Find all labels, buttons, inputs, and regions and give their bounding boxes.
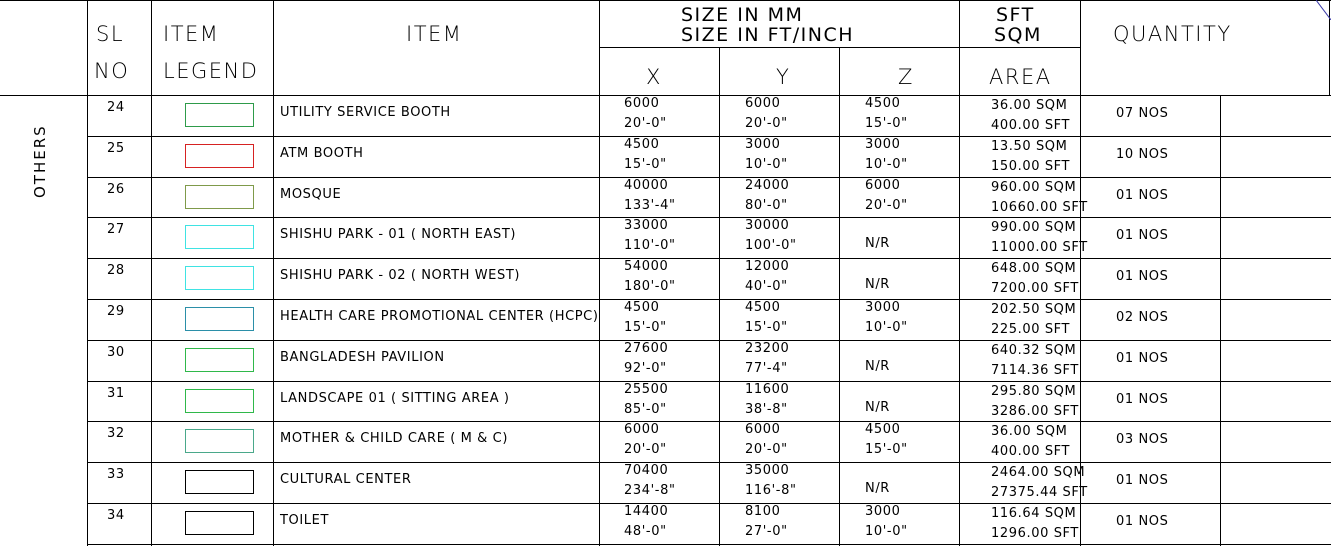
col-divider-size bbox=[599, 0, 600, 546]
row-quantity: 01 NOS bbox=[1116, 228, 1169, 243]
row-x-ft: 20'-0" bbox=[624, 116, 667, 131]
header-size-ft: SIZE IN FT/INCH bbox=[681, 24, 855, 46]
row-y-mm: 35000 bbox=[745, 463, 790, 478]
row-quantity: 01 NOS bbox=[1116, 188, 1169, 203]
row-sl: 27 bbox=[107, 222, 125, 237]
row-area-sqm: 2464.00 SQM bbox=[991, 465, 1086, 480]
header-bottom-border bbox=[0, 95, 1081, 96]
row-sl: 32 bbox=[107, 426, 125, 441]
row-z-mm: 3000 bbox=[865, 504, 901, 519]
row-quantity: 03 NOS bbox=[1116, 432, 1169, 447]
row-area-sqm: 13.50 SQM bbox=[991, 139, 1068, 154]
row-area-sft: 1296.00 SFT bbox=[991, 526, 1079, 541]
row-x-ft: 48'-0" bbox=[624, 524, 667, 539]
row-area-sft: 400.00 SFT bbox=[991, 444, 1071, 459]
row-x-ft: 15'-0" bbox=[624, 157, 667, 172]
row-x-mm: 54000 bbox=[624, 259, 669, 274]
row-z-value: N/R bbox=[865, 236, 890, 251]
row-quantity: 07 NOS bbox=[1116, 106, 1169, 121]
legend-swatch bbox=[185, 103, 254, 127]
row-y-ft: 77'-4" bbox=[745, 361, 788, 376]
row-z-mm: 3000 bbox=[865, 300, 901, 315]
row-z-ft: 15'-0" bbox=[865, 442, 908, 457]
row-item-name: SHISHU PARK - 01 ( NORTH EAST) bbox=[280, 227, 517, 242]
col-divider-legend bbox=[151, 0, 152, 546]
legend-swatch bbox=[185, 470, 254, 494]
row-x-mm: 27600 bbox=[624, 341, 669, 356]
row-z-value: N/R bbox=[865, 400, 890, 415]
row-area-sqm: 202.50 SQM bbox=[991, 302, 1077, 317]
row-x-ft: 180'-0" bbox=[624, 279, 676, 294]
row-area-sft: 3286.00 SFT bbox=[991, 404, 1079, 419]
row-z-mm: 6000 bbox=[865, 178, 901, 193]
row-area-sft: 7114.36 SFT bbox=[991, 363, 1079, 378]
row-divider bbox=[87, 258, 1331, 259]
col-divider-area bbox=[959, 0, 960, 546]
row-area-sqm: 295.80 SQM bbox=[991, 384, 1077, 399]
row-x-ft: 20'-0" bbox=[624, 442, 667, 457]
header-area: AREA bbox=[989, 65, 1052, 89]
row-z-ft: 10'-0" bbox=[865, 524, 908, 539]
row-z-value: N/R bbox=[865, 481, 890, 496]
legend-swatch bbox=[185, 307, 254, 331]
header-sl: SL bbox=[96, 22, 125, 46]
row-area-sft: 27375.44 SFT bbox=[991, 485, 1088, 500]
row-y-mm: 30000 bbox=[745, 218, 790, 233]
row-y-ft: 20'-0" bbox=[745, 116, 788, 131]
row-z-ft: 10'-0" bbox=[865, 157, 908, 172]
row-divider bbox=[87, 340, 1331, 341]
row-area-sft: 225.00 SFT bbox=[991, 322, 1071, 337]
row-item-name: SHISHU PARK - 02 ( NORTH WEST) bbox=[280, 268, 521, 283]
row-area-sqm: 36.00 SQM bbox=[991, 98, 1068, 113]
row-x-ft: 133'-4" bbox=[624, 198, 676, 213]
row-x-mm: 6000 bbox=[624, 96, 660, 111]
row-item-name: MOSQUE bbox=[280, 187, 342, 202]
row-y-ft: 38'-8" bbox=[745, 402, 788, 417]
row-item-name: MOTHER & CHILD CARE ( M & C) bbox=[280, 431, 509, 446]
row-divider bbox=[87, 421, 1331, 422]
header-quantity: QUANTITY bbox=[1113, 22, 1232, 46]
row-sl: 34 bbox=[107, 508, 125, 523]
row-z-value: N/R bbox=[865, 277, 890, 292]
row-divider bbox=[87, 381, 1331, 382]
row-sl: 30 bbox=[107, 345, 125, 360]
row-sl: 29 bbox=[107, 304, 125, 319]
row-z-ft: 20'-0" bbox=[865, 198, 908, 213]
row-z-ft: 15'-0" bbox=[865, 116, 908, 131]
row-divider bbox=[87, 462, 1331, 463]
row-item-name: CULTURAL CENTER bbox=[280, 472, 412, 487]
row-divider bbox=[87, 136, 1331, 137]
row-x-ft: 110'-0" bbox=[624, 238, 676, 253]
row-x-mm: 25500 bbox=[624, 382, 669, 397]
row-item-name: LANDSCAPE 01 ( SITTING AREA ) bbox=[280, 391, 510, 406]
row-divider bbox=[87, 503, 1331, 504]
row-item-name: HEALTH CARE PROMOTIONAL CENTER (HCPC) bbox=[280, 309, 599, 324]
row-area-sft: 11000.00 SFT bbox=[991, 240, 1088, 255]
row-item-name: BANGLADESH PAVILION bbox=[280, 350, 445, 365]
row-x-mm: 33000 bbox=[624, 218, 669, 233]
row-y-mm: 11600 bbox=[745, 382, 790, 397]
legend-swatch bbox=[185, 511, 254, 535]
legend-swatch bbox=[185, 144, 254, 168]
table-top-border bbox=[0, 0, 1331, 1]
row-y-mm: 12000 bbox=[745, 259, 790, 274]
header-legend: LEGEND bbox=[163, 59, 259, 83]
group-label-others: OTHERS bbox=[31, 124, 49, 198]
legend-swatch bbox=[185, 185, 254, 209]
legend-swatch bbox=[185, 348, 254, 372]
row-x-mm: 14400 bbox=[624, 504, 669, 519]
row-x-mm: 4500 bbox=[624, 300, 660, 315]
row-x-mm: 40000 bbox=[624, 178, 669, 193]
row-z-mm: 4500 bbox=[865, 96, 901, 111]
row-y-mm: 4500 bbox=[745, 300, 781, 315]
row-sl: 25 bbox=[107, 141, 125, 156]
header-z: Z bbox=[898, 65, 914, 89]
row-y-mm: 24000 bbox=[745, 178, 790, 193]
quantity-header-bottom bbox=[1081, 95, 1331, 96]
row-area-sqm: 116.64 SQM bbox=[991, 506, 1077, 521]
row-sl: 24 bbox=[107, 100, 125, 115]
row-y-mm: 23200 bbox=[745, 341, 790, 356]
row-quantity: 01 NOS bbox=[1116, 514, 1169, 529]
col-divider-z bbox=[839, 47, 840, 546]
legend-swatch bbox=[185, 429, 254, 453]
row-sl: 31 bbox=[107, 386, 125, 401]
col-divider-item bbox=[273, 0, 274, 546]
row-item-name: TOILET bbox=[280, 513, 330, 528]
row-area-sft: 400.00 SFT bbox=[991, 118, 1071, 133]
row-item-name: ATM BOOTH bbox=[280, 146, 364, 161]
row-quantity: 01 NOS bbox=[1116, 351, 1169, 366]
row-quantity: 01 NOS bbox=[1116, 473, 1169, 488]
row-area-sqm: 36.00 SQM bbox=[991, 424, 1068, 439]
row-y-ft: 20'-0" bbox=[745, 442, 788, 457]
row-x-ft: 85'-0" bbox=[624, 402, 667, 417]
row-area-sft: 7200.00 SFT bbox=[991, 281, 1079, 296]
row-z-mm: 4500 bbox=[865, 422, 901, 437]
row-divider bbox=[87, 217, 1331, 218]
row-y-mm: 8100 bbox=[745, 504, 781, 519]
size-header-divider bbox=[600, 47, 1081, 48]
row-y-ft: 10'-0" bbox=[745, 157, 788, 172]
row-area-sqm: 648.00 SQM bbox=[991, 261, 1077, 276]
row-divider bbox=[87, 177, 1331, 178]
row-area-sft: 10660.00 SFT bbox=[991, 200, 1088, 215]
header-item-a: ITEM bbox=[163, 22, 220, 46]
header-x: X bbox=[646, 65, 662, 89]
row-x-ft: 92'-0" bbox=[624, 361, 667, 376]
row-sl: 33 bbox=[107, 467, 125, 482]
row-z-mm: 3000 bbox=[865, 137, 901, 152]
row-z-ft: 10'-0" bbox=[865, 320, 908, 335]
row-x-mm: 70400 bbox=[624, 463, 669, 478]
row-y-mm: 6000 bbox=[745, 96, 781, 111]
row-z-value: N/R bbox=[865, 359, 890, 374]
header-item: ITEM bbox=[406, 22, 463, 46]
col-divider-sl bbox=[87, 0, 88, 546]
row-area-sft: 150.00 SFT bbox=[991, 159, 1071, 174]
header-sqm: SQM bbox=[994, 24, 1042, 46]
header-sft: SFT bbox=[996, 4, 1035, 26]
row-divider bbox=[87, 544, 1331, 545]
row-quantity: 02 NOS bbox=[1116, 310, 1169, 325]
row-y-ft: 116'-8" bbox=[745, 483, 797, 498]
row-x-mm: 4500 bbox=[624, 137, 660, 152]
corner-mark bbox=[1316, 0, 1331, 20]
row-y-ft: 15'-0" bbox=[745, 320, 788, 335]
row-y-ft: 100'-0" bbox=[745, 238, 797, 253]
row-y-mm: 6000 bbox=[745, 422, 781, 437]
row-item-name: UTILITY SERVICE BOOTH bbox=[280, 105, 451, 120]
legend-swatch bbox=[185, 389, 254, 413]
row-quantity: 01 NOS bbox=[1116, 392, 1169, 407]
row-sl: 28 bbox=[107, 263, 125, 278]
col-divider-y bbox=[719, 47, 720, 546]
row-x-mm: 6000 bbox=[624, 422, 660, 437]
row-y-ft: 80'-0" bbox=[745, 198, 788, 213]
row-x-ft: 15'-0" bbox=[624, 320, 667, 335]
row-y-ft: 40'-0" bbox=[745, 279, 788, 294]
header-y: Y bbox=[776, 65, 791, 89]
row-area-sqm: 960.00 SQM bbox=[991, 180, 1077, 195]
legend-swatch bbox=[185, 225, 254, 249]
col-divider-extra bbox=[1220, 95, 1221, 546]
row-quantity: 01 NOS bbox=[1116, 269, 1169, 284]
row-y-mm: 3000 bbox=[745, 137, 781, 152]
row-y-ft: 27'-0" bbox=[745, 524, 788, 539]
row-x-ft: 234'-8" bbox=[624, 483, 676, 498]
row-sl: 26 bbox=[107, 182, 125, 197]
row-area-sqm: 990.00 SQM bbox=[991, 220, 1077, 235]
row-quantity: 10 NOS bbox=[1116, 147, 1169, 162]
header-size-mm: SIZE IN MM bbox=[681, 4, 804, 26]
row-divider bbox=[87, 299, 1331, 300]
legend-swatch bbox=[185, 266, 254, 290]
row-area-sqm: 640.32 SQM bbox=[991, 343, 1077, 358]
header-no: NO bbox=[94, 59, 130, 83]
